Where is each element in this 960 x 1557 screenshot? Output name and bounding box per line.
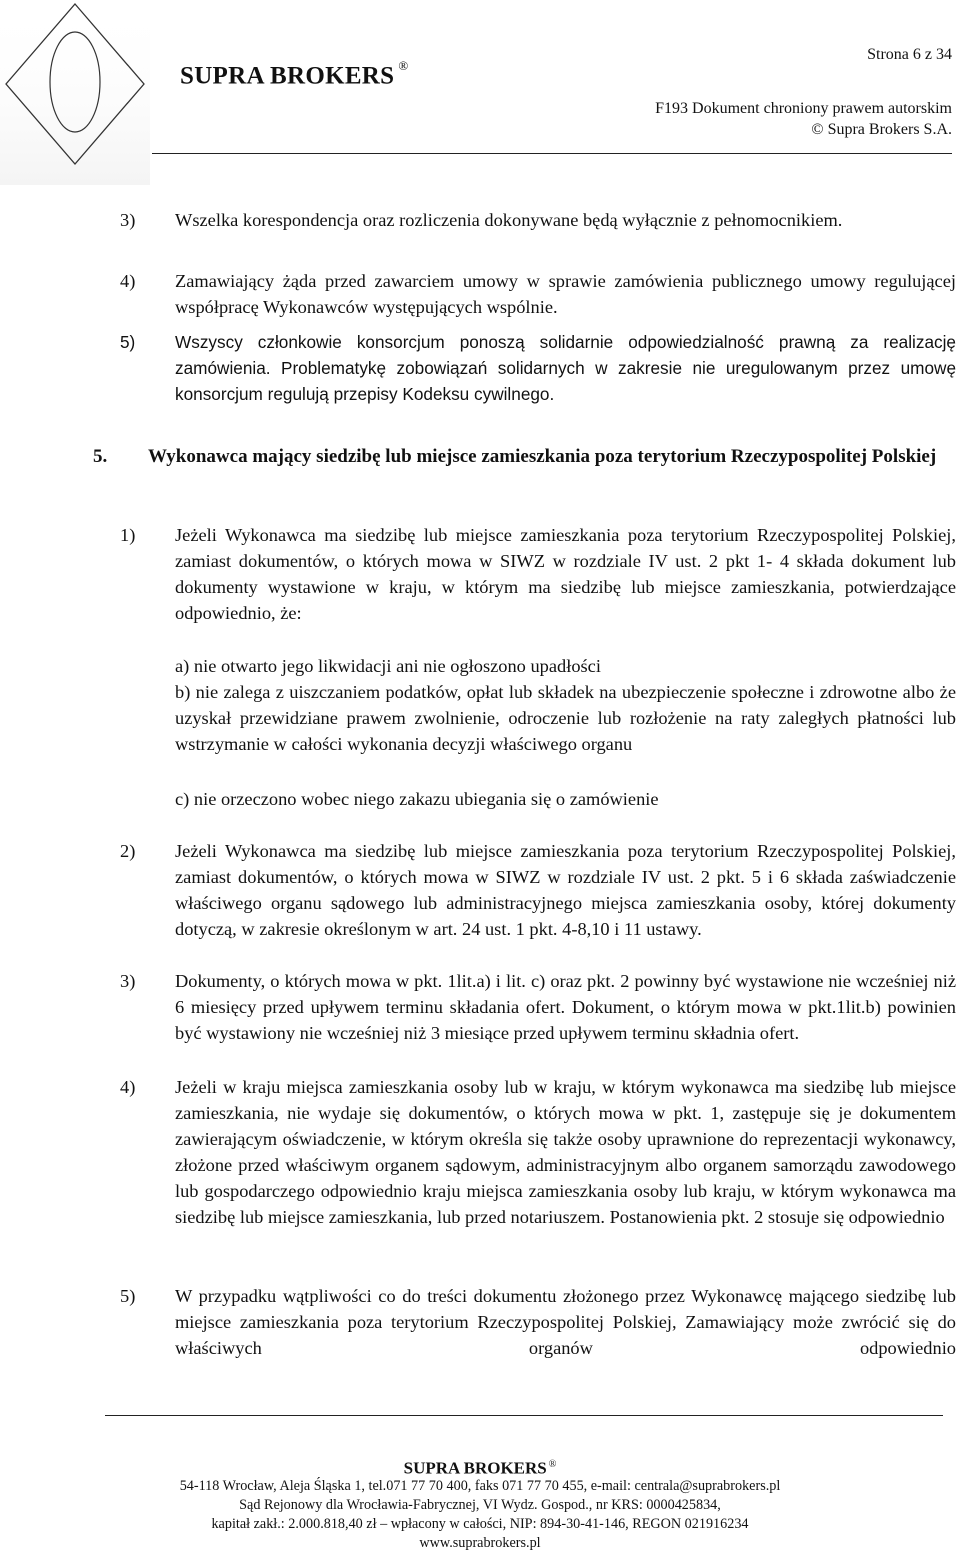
registered-mark: ®	[398, 58, 409, 73]
header-brand-name: SUPRA BROKERS	[180, 62, 395, 90]
section-number: 5.	[93, 446, 108, 467]
list-item-number: 3)	[120, 971, 136, 991]
list-item-number: 5)	[120, 332, 136, 352]
sub-item-c: c) nie orzeczono wobec niego zakazu ubiegania się o zamówienie	[175, 789, 659, 809]
page-number: Strona 6 z 34	[867, 46, 952, 63]
footer-divider	[105, 1415, 943, 1416]
footer-website: www.suprabrokers.pl	[419, 1535, 541, 1551]
footer-brand-name: SUPRA BROKERS	[403, 1458, 547, 1478]
list-item-text: Jeżeli Wykonawca ma siedzibę lub miejsce zamieszkania poza terytorium Rzeczypospolitej Polskiej, zamiast dokumentów, o których mowa w SIWZ w rozdziale IV ust. 2 pkt 1- 4 składa dokument lub dokumenty wystawione w kraju, w którym ma siedzibę lub miejsce zamieszkania, potwierdzające odpowiednio, że:	[175, 525, 956, 623]
list-item-text: Zamawiający żąda przed zawarciem umowy w sprawie zamówienia publicznego umowy regulującej współpracę Wykonawców występujących wspólnie.	[175, 271, 956, 317]
footer-capital: kapitał zakł.: 2.000.818,40 zł – wpłacony w całości, NIP: 894-30-41-146, REGON 021916234	[211, 1516, 749, 1532]
registered-mark: ®	[548, 1459, 557, 1470]
list-item-number: 2)	[120, 841, 136, 861]
list-item-text: Wszyscy członkowie konsorcjum ponoszą solidarnie odpowiedzialność prawną za realizację zamówienia. Problematykę zobowiązań solidarnych w zakresie nie uregulowanym przez umowę konsorcjum regulują przepisy Kodeksu cywilnego.	[175, 332, 956, 404]
list-item-text: Wszelka korespondencja oraz rozliczenia dokonywane będą wyłącznie z pełnomocnikiem.	[175, 210, 843, 230]
list-item-text: Dokumenty, o których mowa w pkt. 1lit.a) i lit. c) oraz pkt. 2 powinny być wystawione nie wcześniej niż 6 miesięcy przed upływem terminu składania ofert. Dokument, o którym mowa w pkt.1lit.b) powinien być wystawiony nie wcześniej niż 3 miesiące przed upływem terminu składnia ofert.	[175, 971, 956, 1043]
section-title: Wykonawca mający siedzibę lub miejsce zamieszkania poza terytorium Rzeczypospolitej Polskiej	[148, 446, 937, 467]
section-heading	[93, 444, 953, 470]
list-item-number: 3)	[120, 210, 136, 230]
protection-notice: F193 Dokument chroniony prawem autorskim	[655, 100, 952, 117]
list-item-text: Jeżeli w kraju miejsca zamieszkania osoby lub w kraju, w którym wykonawca ma siedzibę lub miejsce zamieszkania, nie wydaje się dokumentów, o których mowa w pkt. 1, zastępuje się je dokumentem zawierającym oświadczenie, w którym określa się także osoby uprawnione do reprezentacji wykonawcy, złożone przed właściwym organem sądowym, administracyjnym albo organem samorządu zawodowego lub gospodarczego odpowiednio kraju miejsca zamieszkania osoby lub kraju, w którym wykonawca ma siedzibę lub miejsce zamieszkania, lub przed notariuszem. Postanowienia pkt. 2 stosuje się odpowiednio	[175, 1077, 956, 1227]
list-item-number: 4)	[120, 271, 136, 291]
sub-item-a: a) nie otwarto jego likwidacji ani nie ogłoszono upadłości	[175, 656, 601, 676]
footer-address: 54-118 Wrocław, Aleja Śląska 1, tel.071 77 70 400, faks 071 77 70 455, e-mail: centrala@suprabrokers.pl	[179, 1478, 781, 1494]
footer-brand	[0, 1456, 960, 1478]
list-item-text: Jeżeli Wykonawca ma siedzibę lub miejsce zamieszkania poza terytorium Rzeczypospolitej Polskiej, zamiast dokumentów, o których mowa w SIWZ w rozdziale IV ust. 2 pkt. 5 i 6 składa zaświadczenie właściwego organu sądowego lub administracyjnego miejsca zamieszkania osoby, której dokumenty dotyczą, w zakresie określonym w art. 24 ust. 1 pkt. 4-8,10 i 11 ustawy.	[175, 841, 956, 939]
sub-item-b: b) nie zalega z uiszczaniem podatków, opłat lub składek na ubezpieczenie społeczne i zdrowotne albo że uzyskał przewidziane prawem zwolnienie, odroczenie lub rozłożenie na raty zaległych płatności lub wstrzymanie w całości wykonania decyzji właściwego organu	[175, 682, 956, 754]
copyright-line: © Supra Brokers S.A.	[811, 121, 952, 138]
list-item-number: 1)	[120, 525, 136, 545]
footer-court: Sąd Rejonowy dla Wrocławia-Fabrycznej, VI Wydz. Gospod., nr KRS: 0000425834,	[239, 1497, 721, 1513]
list-item-number: 5)	[120, 1286, 136, 1306]
list-item-text: W przypadku wątpliwości co do treści dokumentu złożonego przez Wykonawcę mającego siedzibę lub miejsce zamieszkania poza terytorium Rzeczypospolitej Polskiej, Zamawiający może zwrócić się do właściwych organów odpowiednio	[175, 1286, 956, 1358]
list-item-number: 4)	[120, 1077, 136, 1097]
